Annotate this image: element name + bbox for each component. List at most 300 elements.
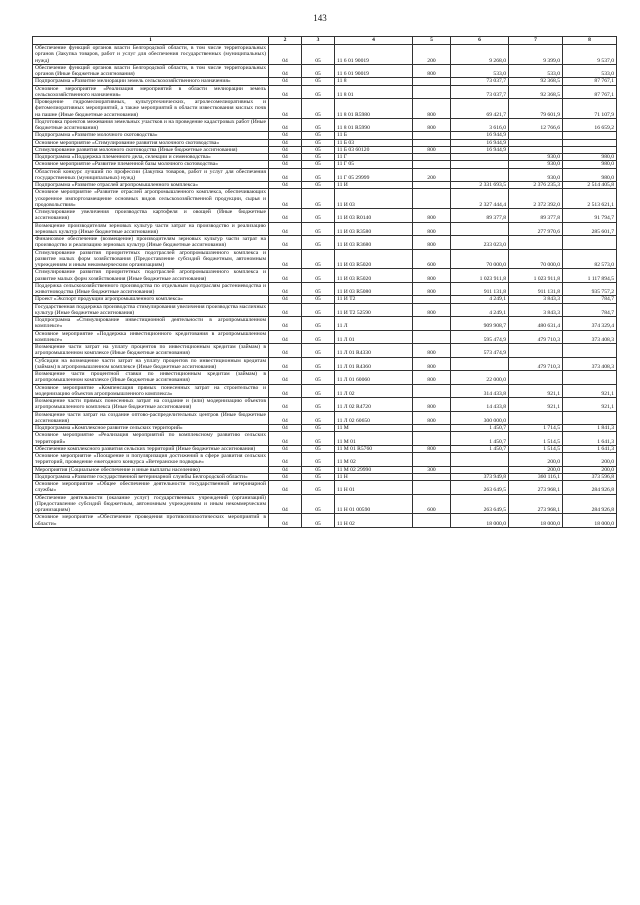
amount-2: 911 131,8 bbox=[509, 282, 563, 296]
section-code: 04 bbox=[269, 269, 302, 283]
row-name: Основное мероприятие «Обеспечение проведения противоэпизоотических мероприятий в области» bbox=[33, 514, 269, 528]
expense-type: 800 bbox=[413, 269, 451, 283]
section-code: 04 bbox=[269, 209, 302, 223]
amount-3: 373 408,3 bbox=[563, 330, 617, 344]
expense-type: 800 bbox=[413, 411, 451, 425]
amount-3: 921,1 bbox=[563, 398, 617, 412]
table-row bbox=[33, 209, 617, 223]
subsection-code: 05 bbox=[302, 269, 335, 283]
section-code: 04 bbox=[269, 78, 302, 85]
subsection-code: 05 bbox=[302, 445, 335, 452]
amount-2 bbox=[509, 236, 563, 250]
amount-1: 373 949,8 bbox=[451, 473, 509, 480]
target-code: 11 М 02 29990 bbox=[335, 466, 413, 473]
header-row bbox=[33, 37, 617, 45]
amount-1: 73 037,7 bbox=[451, 78, 509, 85]
expense-type bbox=[413, 432, 451, 446]
amount-2: 533,0 bbox=[509, 64, 563, 78]
row-name: Подготовка проектов межевания земельных участков и на проведение кадастровых работ (Иные бюджетные ассигнования) bbox=[33, 118, 269, 132]
table-row bbox=[33, 146, 617, 153]
subsection-code: 05 bbox=[302, 384, 335, 398]
amount-3: 284 926,8 bbox=[563, 481, 617, 495]
row-name: Подпрограмма «Поддержка племенного дела, селекции и семеноводства» bbox=[33, 154, 269, 161]
amount-1: 263 649,5 bbox=[451, 494, 509, 514]
row-name: Основное мероприятие «Поощрение и популяризация достижений в сфере развития сельских территорий, проведение ежегодного конкурса «Ветеранское подворье» bbox=[33, 453, 269, 467]
section-code: 04 bbox=[269, 64, 302, 78]
amount-3: 2 513 621,1 bbox=[563, 189, 617, 209]
amount-3: 980,0 bbox=[563, 154, 617, 161]
row-name: Основное мероприятие «Реализация мероприятий по комплексному развитию сельских территорий» bbox=[33, 432, 269, 446]
amount-3 bbox=[563, 344, 617, 358]
section-code: 04 bbox=[269, 236, 302, 250]
amount-1: 233 023,0 bbox=[451, 236, 509, 250]
section-code: 04 bbox=[269, 357, 302, 371]
row-name: Основное мероприятие «Поддержка инвестиционного кредитования в агропромышленном комплексе» bbox=[33, 330, 269, 344]
table-row bbox=[33, 154, 617, 161]
row-name: Обеспечение деятельности (оказание услуг) государственных учреждений (организаций) (Предоставление субсидий бюджетным, автономным учреждениям и иным некоммерческим организациям) bbox=[33, 494, 269, 514]
amount-1: 73 037,7 bbox=[451, 85, 509, 99]
amount-3: 373 408,3 bbox=[563, 357, 617, 371]
amount-3: 87 767,1 bbox=[563, 78, 617, 85]
amount-2: 3 843,3 bbox=[509, 303, 563, 317]
amount-2: 79 601,9 bbox=[509, 99, 563, 119]
amount-2: 273 968,1 bbox=[509, 494, 563, 514]
amount-3: 784,7 bbox=[563, 296, 617, 303]
row-name: Возмещение производителям зерновых культур части затрат на производство и реализацию зерновых культур (Иные бюджетные ассигнования) bbox=[33, 222, 269, 236]
expense-type bbox=[413, 139, 451, 146]
row-name: Обеспечение функций органов власти Белгородской области, в том числе территориальных органов (Закупка товаров, работ и услуг для обеспечения государственных (муниципальных) нужд) bbox=[33, 45, 269, 65]
target-code: 11 Н 01 bbox=[335, 481, 413, 495]
amount-3: 1 841,3 bbox=[563, 425, 617, 432]
expense-type bbox=[413, 182, 451, 189]
subsection-code: 05 bbox=[302, 236, 335, 250]
amount-1: 16 944,9 bbox=[451, 146, 509, 153]
subsection-code: 05 bbox=[302, 78, 335, 85]
amount-2 bbox=[509, 411, 563, 425]
table-row bbox=[33, 398, 617, 412]
subsection-code: 05 bbox=[302, 146, 335, 153]
row-name: Основное мероприятие «Реализация мероприятий в области мелиорации земель сельскохозяйственного назначения» bbox=[33, 85, 269, 99]
row-name: Основное мероприятие «Стимулирование развития молочного скотоводства» bbox=[33, 139, 269, 146]
expense-type: 800 bbox=[413, 209, 451, 223]
amount-3: 16 659,2 bbox=[563, 118, 617, 132]
target-code: 11 Г bbox=[335, 154, 413, 161]
expense-type bbox=[413, 317, 451, 331]
amount-3 bbox=[563, 411, 617, 425]
expense-type: 600 bbox=[413, 494, 451, 514]
target-code: 11 Л 02 60650 bbox=[335, 411, 413, 425]
table-row bbox=[33, 303, 617, 317]
amount-3: 2 514 405,8 bbox=[563, 182, 617, 189]
section-code: 04 bbox=[269, 132, 302, 139]
target-code: 11 И bbox=[335, 182, 413, 189]
expense-type bbox=[413, 189, 451, 209]
target-code: 11 М 01 bbox=[335, 432, 413, 446]
target-code: 11 8 01 R5990 bbox=[335, 118, 413, 132]
amount-2: 92 368,5 bbox=[509, 78, 563, 85]
amount-1: 89 377,8 bbox=[451, 209, 509, 223]
target-code: 11 Л 02 R4720 bbox=[335, 398, 413, 412]
amount-3: 784,7 bbox=[563, 303, 617, 317]
subsection-code: 05 bbox=[302, 182, 335, 189]
expense-type: 800 bbox=[413, 118, 451, 132]
expense-type: 800 bbox=[413, 445, 451, 452]
row-name: Стимулирование развития приоритетных подотраслей агропромышленного комплекса и развитие малых форм хозяйствования (Предоставление субсидий бюджетным, автономным учреждениям и иным некоммерческим организациям) bbox=[33, 249, 269, 269]
amount-3: 1 641,3 bbox=[563, 445, 617, 452]
subsection-code: 05 bbox=[302, 330, 335, 344]
table-row bbox=[33, 473, 617, 480]
subsection-code: 05 bbox=[302, 139, 335, 146]
table-row bbox=[33, 296, 617, 303]
subsection-code: 05 bbox=[302, 85, 335, 99]
expense-type bbox=[413, 453, 451, 467]
amount-1: 909 908,7 bbox=[451, 317, 509, 331]
table-row bbox=[33, 64, 617, 78]
amount-1: 595 474,9 bbox=[451, 330, 509, 344]
expense-type bbox=[413, 425, 451, 432]
table-body bbox=[33, 45, 617, 528]
subsection-code: 05 bbox=[302, 398, 335, 412]
section-code: 04 bbox=[269, 481, 302, 495]
expense-type: 800 bbox=[413, 146, 451, 153]
target-code: 11 8 01 bbox=[335, 85, 413, 99]
target-code: 11 М 01 R5760 bbox=[335, 445, 413, 452]
table-row bbox=[33, 222, 617, 236]
table-row bbox=[33, 168, 617, 182]
section-code: 04 bbox=[269, 182, 302, 189]
expense-type bbox=[413, 161, 451, 168]
target-code: 11 М bbox=[335, 425, 413, 432]
section-code: 04 bbox=[269, 189, 302, 209]
subsection-code: 05 bbox=[302, 209, 335, 223]
section-code: 04 bbox=[269, 118, 302, 132]
amount-1 bbox=[451, 161, 509, 168]
subsection-code: 05 bbox=[302, 222, 335, 236]
section-code: 04 bbox=[269, 425, 302, 432]
target-code: 11 Г 05 29999 bbox=[335, 168, 413, 182]
row-name: Подпрограмма «Развитие мелиорации земель сельскохозяйственного назначения» bbox=[33, 78, 269, 85]
amount-1 bbox=[451, 222, 509, 236]
row-name: Областной конкурс лучший по профессии (Закупка товаров, работ и услуг для обеспечения государственных (муниципальных) нужд) bbox=[33, 168, 269, 182]
amount-1: 16 944,9 bbox=[451, 132, 509, 139]
table-row bbox=[33, 432, 617, 446]
amount-1: 4 249,1 bbox=[451, 303, 509, 317]
subsection-code: 05 bbox=[302, 371, 335, 385]
section-code: 04 bbox=[269, 317, 302, 331]
table-row bbox=[33, 384, 617, 398]
table-row bbox=[33, 85, 617, 99]
row-name: Мероприятия (Социальное обеспечение и иные выплаты населению) bbox=[33, 466, 269, 473]
amount-2: 200,0 bbox=[509, 466, 563, 473]
subsection-code: 05 bbox=[302, 425, 335, 432]
section-code: 04 bbox=[269, 161, 302, 168]
expense-type: 800 bbox=[413, 344, 451, 358]
amount-1: 2 331 693,5 bbox=[451, 182, 509, 189]
target-code: 11 И 03 R3680 bbox=[335, 236, 413, 250]
subsection-code: 05 bbox=[302, 118, 335, 132]
amount-2: 1 514,5 bbox=[509, 432, 563, 446]
amount-2: 479 710,3 bbox=[509, 330, 563, 344]
target-code: 11 Б bbox=[335, 132, 413, 139]
table-row bbox=[33, 161, 617, 168]
subsection-code: 05 bbox=[302, 303, 335, 317]
subsection-code: 05 bbox=[302, 466, 335, 473]
table-row bbox=[33, 330, 617, 344]
expense-type: 600 bbox=[413, 249, 451, 269]
table-row bbox=[33, 357, 617, 371]
target-code: 11 Л 01 bbox=[335, 330, 413, 344]
target-code: 11 Б 03 bbox=[335, 139, 413, 146]
section-code: 04 bbox=[269, 45, 302, 65]
amount-2: 2 372 392,0 bbox=[509, 189, 563, 209]
amount-3: 82 573,0 bbox=[563, 249, 617, 269]
amount-2: 89 377,8 bbox=[509, 209, 563, 223]
table-row bbox=[33, 425, 617, 432]
expense-type bbox=[413, 78, 451, 85]
subsection-code: 05 bbox=[302, 249, 335, 269]
expense-type bbox=[413, 473, 451, 480]
expense-type: 200 bbox=[413, 168, 451, 182]
amount-1: 2 327 444,4 bbox=[451, 189, 509, 209]
amount-3: 921,1 bbox=[563, 384, 617, 398]
amount-1: 4 249,1 bbox=[451, 296, 509, 303]
amount-1: 1 023 911,8 bbox=[451, 269, 509, 283]
table-row bbox=[33, 494, 617, 514]
amount-3: 200,0 bbox=[563, 466, 617, 473]
expense-type: 800 bbox=[413, 236, 451, 250]
row-name: Стимулирование развития молочного скотоводства (Иные бюджетные ассигнования) bbox=[33, 146, 269, 153]
row-name: Возмещение части прямых понесенных затрат на создание и (или) модернизацию объектов агропромышленного комплекса (Иные бюджетные ассигнования) bbox=[33, 398, 269, 412]
target-code: 11 Л 01 R4330 bbox=[335, 344, 413, 358]
row-name: Обеспечение комплексного развития сельских территорий (Иные бюджетные ассигнования) bbox=[33, 445, 269, 452]
table-row bbox=[33, 344, 617, 358]
target-code: 11 8 bbox=[335, 78, 413, 85]
amount-1: 314 433,8 bbox=[451, 384, 509, 398]
row-name: Подпрограмма «Развитие отраслей агропромышленного комплекса» bbox=[33, 182, 269, 189]
table-row bbox=[33, 249, 617, 269]
amount-2: 70 000,0 bbox=[509, 249, 563, 269]
subsection-code: 05 bbox=[302, 45, 335, 65]
section-code: 04 bbox=[269, 473, 302, 480]
amount-1: 1 450,7 bbox=[451, 425, 509, 432]
subsection-code: 05 bbox=[302, 189, 335, 209]
target-code: 11 Л 02 bbox=[335, 384, 413, 398]
row-name: Подпрограмма «Комплексное развитие сельских территорий» bbox=[33, 425, 269, 432]
amount-1: 16 944,9 bbox=[451, 139, 509, 146]
amount-1: 18 000,0 bbox=[451, 514, 509, 528]
target-code: 11 Л 01 R4360 bbox=[335, 357, 413, 371]
section-code: 04 bbox=[269, 453, 302, 467]
section-code: 04 bbox=[269, 466, 302, 473]
amount-3: 285 601,7 bbox=[563, 222, 617, 236]
subsection-code: 05 bbox=[302, 473, 335, 480]
amount-1 bbox=[451, 357, 509, 371]
expense-type bbox=[413, 85, 451, 99]
page-number: 143 bbox=[313, 13, 327, 23]
table-row bbox=[33, 317, 617, 331]
expense-type: 800 bbox=[413, 64, 451, 78]
row-name: Основное мероприятие «Компенсация прямых понесенных затрат на строительство и модернизацию объектов агропромышленного комплекса» bbox=[33, 384, 269, 398]
section-code: 04 bbox=[269, 222, 302, 236]
target-code: 11 6 01 90019 bbox=[335, 64, 413, 78]
expense-type bbox=[413, 330, 451, 344]
table-row bbox=[33, 139, 617, 146]
target-code: 11 Н 02 bbox=[335, 514, 413, 528]
subsection-code: 05 bbox=[302, 161, 335, 168]
subsection-code: 05 bbox=[302, 282, 335, 296]
amount-2: 18 000,0 bbox=[509, 514, 563, 528]
expense-type: 800 bbox=[413, 99, 451, 119]
table-row bbox=[33, 282, 617, 296]
amount-2: 9 399,0 bbox=[509, 45, 563, 65]
row-name: Стимулирование развития приоритетных подотраслей агропромышленного комплекса и развитие малых форм хозяйствования (Иные бюджетные ассигнования) bbox=[33, 269, 269, 283]
amount-2: 2 376 235,3 bbox=[509, 182, 563, 189]
subsection-code: 05 bbox=[302, 357, 335, 371]
row-name: Возмещение части затрат на создание оптово-распределительных центров (Иные бюджетные ассигнования) bbox=[33, 411, 269, 425]
amount-1: 300 000,0 bbox=[451, 411, 509, 425]
expense-type: 800 bbox=[413, 371, 451, 385]
amount-2: 277 970,6 bbox=[509, 222, 563, 236]
subsection-code: 05 bbox=[302, 154, 335, 161]
table-row bbox=[33, 236, 617, 250]
header-cell: 5 bbox=[413, 37, 451, 45]
amount-2: 12 766,6 bbox=[509, 118, 563, 132]
section-code: 04 bbox=[269, 154, 302, 161]
target-code: 11 И Т2 bbox=[335, 296, 413, 303]
amount-1: 22 000,0 bbox=[451, 371, 509, 385]
expense-type: 800 bbox=[413, 357, 451, 371]
amount-3: 533,0 bbox=[563, 64, 617, 78]
row-name: Проект «Экспорт продукции агропромышленного комплекса» bbox=[33, 296, 269, 303]
table-row bbox=[33, 182, 617, 189]
amount-3: 1 641,3 bbox=[563, 432, 617, 446]
amount-2: 360 116,1 bbox=[509, 473, 563, 480]
section-code: 04 bbox=[269, 282, 302, 296]
row-name: Подпрограмма «Развитие государственной ветеринарной службы Белгородской области» bbox=[33, 473, 269, 480]
amount-3: 18 000,0 bbox=[563, 514, 617, 528]
row-name: Стимулирование увеличения производства картофеля и овощей (Иные бюджетные ассигнования) bbox=[33, 209, 269, 223]
amount-3 bbox=[563, 371, 617, 385]
subsection-code: 05 bbox=[302, 344, 335, 358]
target-code: 11 И 03 R5080 bbox=[335, 282, 413, 296]
expense-type bbox=[413, 154, 451, 161]
row-name: Государственная поддержка производства стимулирования увеличения производства масличных культур (Иные бюджетные ассигнования) bbox=[33, 303, 269, 317]
section-code: 04 bbox=[269, 494, 302, 514]
target-code: 11 И 03 R5020 bbox=[335, 269, 413, 283]
row-name: Финансовое обеспечение (возмещение) производителям зерновых культур части затрат на производство и реализацию зерновых культур (Иные бюджетные ассигнования) bbox=[33, 236, 269, 250]
target-code: 11 Л 01 60060 bbox=[335, 371, 413, 385]
header-cell: 1 bbox=[33, 37, 269, 45]
amount-2: 1 714,5 bbox=[509, 425, 563, 432]
amount-3: 71 107,9 bbox=[563, 99, 617, 119]
table-row bbox=[33, 514, 617, 528]
amount-3: 980,0 bbox=[563, 168, 617, 182]
amount-3: 373 596,8 bbox=[563, 473, 617, 480]
subsection-code: 05 bbox=[302, 432, 335, 446]
header-cell: 3 bbox=[302, 37, 335, 45]
row-name: Возмещение части затрат на уплату процентов по инвестиционным кредитам (займам) в агропромышленном комплексе (Иные бюджетные ассигнования) bbox=[33, 344, 269, 358]
row-name: Основное мероприятие «Развитие племенной базы молочного скотоводства» bbox=[33, 161, 269, 168]
header-cell: 7 bbox=[509, 37, 563, 45]
row-name: Подпрограмма «Стимулирование инвестиционной деятельности в агропромышленном комплексе» bbox=[33, 317, 269, 331]
amount-1: 14 433,8 bbox=[451, 398, 509, 412]
section-code: 04 bbox=[269, 99, 302, 119]
target-code: 11 И 03 R0140 bbox=[335, 209, 413, 223]
header-cell: 8 bbox=[563, 37, 617, 45]
amount-2: 479 710,3 bbox=[509, 357, 563, 371]
section-code: 04 bbox=[269, 168, 302, 182]
amount-2 bbox=[509, 139, 563, 146]
header-cell: 4 bbox=[335, 37, 413, 45]
amount-1: 1 450,7 bbox=[451, 432, 509, 446]
expense-type bbox=[413, 384, 451, 398]
amount-3: 200,0 bbox=[563, 453, 617, 467]
amount-2: 930,0 bbox=[509, 161, 563, 168]
amount-2 bbox=[509, 344, 563, 358]
subsection-code: 05 bbox=[302, 481, 335, 495]
target-code: 11 И 03 R3580 bbox=[335, 222, 413, 236]
target-code: 11 Н bbox=[335, 473, 413, 480]
row-name: Проведение гидромелиоративных, культуртехнических, агролесомелиоративных и фитомелиоративных мероприятий, а также мероприятий в области известкования кислых почв на пашне (Иные бюджетные ассигнования) bbox=[33, 99, 269, 119]
table-row bbox=[33, 466, 617, 473]
budget-table bbox=[32, 36, 617, 528]
table-row bbox=[33, 99, 617, 119]
section-code: 04 bbox=[269, 398, 302, 412]
subsection-code: 05 bbox=[302, 64, 335, 78]
amount-1 bbox=[451, 154, 509, 161]
table-row bbox=[33, 78, 617, 85]
section-code: 04 bbox=[269, 303, 302, 317]
amount-1: 69 421,7 bbox=[451, 99, 509, 119]
row-name: Субсидии на возмещение части затрат на уплату процентов по инвестиционным кредитам (займам) в агропромышленном комплексе (Иные бюджетные ассигнования) bbox=[33, 357, 269, 371]
subsection-code: 05 bbox=[302, 453, 335, 467]
section-code: 04 bbox=[269, 411, 302, 425]
row-name: Возмещение части процентной ставки по инвестиционным кредитам (займам) в агропромышленном комплексе (Иные бюджетные ассигнования) bbox=[33, 371, 269, 385]
table-row bbox=[33, 45, 617, 65]
section-code: 04 bbox=[269, 146, 302, 153]
amount-2: 200,0 bbox=[509, 453, 563, 467]
amount-3: 980,0 bbox=[563, 161, 617, 168]
amount-3: 1 117 894,5 bbox=[563, 269, 617, 283]
target-code: 11 Г 05 bbox=[335, 161, 413, 168]
amount-2: 1 514,5 bbox=[509, 445, 563, 452]
table-row bbox=[33, 371, 617, 385]
section-code: 04 bbox=[269, 296, 302, 303]
expense-type: 800 bbox=[413, 303, 451, 317]
row-name: Обеспечение функций органов власти Белгородской области, в том числе территориальных органов (Иные бюджетные ассигнования) bbox=[33, 64, 269, 78]
amount-1: 9 268,0 bbox=[451, 45, 509, 65]
section-code: 04 bbox=[269, 330, 302, 344]
subsection-code: 05 bbox=[302, 168, 335, 182]
expense-type bbox=[413, 132, 451, 139]
section-code: 04 bbox=[269, 85, 302, 99]
amount-1: 573 474,9 bbox=[451, 344, 509, 358]
amount-3: 374 329,4 bbox=[563, 317, 617, 331]
target-code: 11 И 03 bbox=[335, 189, 413, 209]
subsection-code: 05 bbox=[302, 411, 335, 425]
amount-2 bbox=[509, 132, 563, 139]
amount-1: 263 649,5 bbox=[451, 481, 509, 495]
amount-2: 273 968,1 bbox=[509, 481, 563, 495]
section-code: 04 bbox=[269, 344, 302, 358]
amount-3 bbox=[563, 132, 617, 139]
table-row bbox=[33, 118, 617, 132]
amount-3 bbox=[563, 139, 617, 146]
section-code: 04 bbox=[269, 445, 302, 452]
amount-1: 3 616,0 bbox=[451, 118, 509, 132]
amount-3: 9 537,0 bbox=[563, 45, 617, 65]
amount-2: 480 631,4 bbox=[509, 317, 563, 331]
